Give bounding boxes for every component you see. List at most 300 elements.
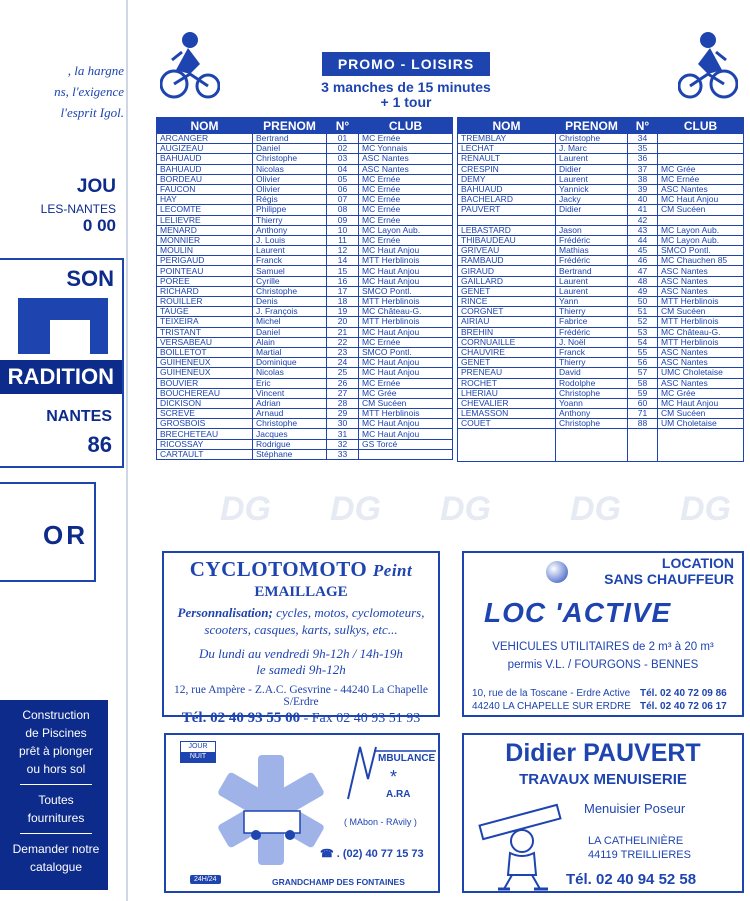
rider-firstname: Christophe <box>556 388 628 398</box>
carpenter-illustration <box>474 793 570 893</box>
rider-club: MC Ernée <box>359 174 453 184</box>
rider-firstname: Martial <box>253 347 327 357</box>
rider-lastname: TEIXEIRA <box>157 317 253 327</box>
rider-number: 12 <box>327 246 359 256</box>
rider-firstname: Laurent <box>556 276 628 286</box>
table-row <box>458 368 744 378</box>
badge-day: JOUR <box>188 743 208 750</box>
table-row <box>458 246 744 256</box>
ball-icon <box>546 561 568 583</box>
rider-number: 32 <box>327 439 359 449</box>
rider-number: 51 <box>628 307 658 317</box>
rider-number: 57 <box>628 368 658 378</box>
rider-firstname: Franck <box>556 347 628 357</box>
rider-lastname: SCREVE <box>157 409 253 419</box>
rider-lastname: BAHUAUD <box>157 154 253 164</box>
rider-lastname: GAILLARD <box>458 276 556 286</box>
race-format-line2: + 1 tour <box>380 94 432 110</box>
loc-address <box>472 687 631 713</box>
empty-cell <box>556 429 628 462</box>
empty-cell <box>658 429 744 462</box>
rider-lastname: GENET <box>458 358 556 368</box>
rider-firstname: Christophe <box>556 134 628 144</box>
column-header-prenom: PRENOM <box>253 118 327 134</box>
rider-club: CM Sucéen <box>658 205 744 215</box>
race-format-line1: 3 manches de 15 minutes <box>321 79 491 95</box>
rider-club: MTT Herblinois <box>359 256 453 266</box>
rider-lastname: ARCANGER <box>157 134 253 144</box>
rider-number: 59 <box>628 388 658 398</box>
rider-lastname: LECOMTE <box>157 205 253 215</box>
rider-firstname: Eric <box>253 378 327 388</box>
column-header-nom: NOM <box>157 118 253 134</box>
quote-text <box>0 60 124 123</box>
loc-address-line1: 10, rue de la Toscane - Erdre Active <box>472 688 631 699</box>
rider-number: 40 <box>628 195 658 205</box>
rider-club: ASC Nantes <box>658 276 744 286</box>
rider-firstname: Jacky <box>556 195 628 205</box>
rider-lastname: TREMBLAY <box>458 134 556 144</box>
table-row <box>157 205 453 215</box>
rider-lastname: BOILLETOT <box>157 347 253 357</box>
ambulance-phone: ☎ . (02) 40 77 15 73 <box>320 848 424 860</box>
logo-graphic-cut <box>50 320 90 358</box>
table-row <box>458 337 744 347</box>
rider-number: 20 <box>327 317 359 327</box>
rider-firstname: Bertrand <box>253 134 327 144</box>
table-row <box>157 256 453 266</box>
rider-firstname: Daniel <box>253 327 327 337</box>
rider-club: MC Ernée <box>359 184 453 194</box>
rider-number: 33 <box>327 449 359 459</box>
rider-firstname: J. François <box>253 307 327 317</box>
rider-number: 14 <box>327 256 359 266</box>
rider-firstname: Yoann <box>556 398 628 408</box>
rider-firstname: Nicolas <box>253 164 327 174</box>
rider-number: 38 <box>628 174 658 184</box>
column-header-nom: NOM <box>458 118 556 134</box>
rider-firstname: Jason <box>556 225 628 235</box>
table-row <box>458 256 744 266</box>
rider-lastname: RINCE <box>458 297 556 307</box>
table-row <box>157 225 453 235</box>
rider-firstname: Adrian <box>253 398 327 408</box>
rider-number: 50 <box>628 297 658 307</box>
table-row <box>458 347 744 357</box>
rider-firstname: Anthony <box>253 225 327 235</box>
watermark: DG <box>330 490 381 528</box>
rider-lastname: PRENEAU <box>458 368 556 378</box>
rider-firstname: Mathias <box>556 246 628 256</box>
rider-lastname: BREHIN <box>458 327 556 337</box>
piscine-line: de Piscines <box>25 726 87 740</box>
rider-club: SMCO Pontl. <box>658 246 744 256</box>
rider-club: MC Grée <box>359 388 453 398</box>
cyclotomoto-ad <box>162 551 440 726</box>
rider-lastname: DEMY <box>458 174 556 184</box>
ambulance-name-a: A.RA <box>386 789 411 800</box>
rider-firstname: Samuel <box>253 266 327 276</box>
loc-sans-chauffeur: SANS CHAUFFEUR <box>604 571 734 587</box>
rider-firstname: Rodolphe <box>556 378 628 388</box>
rider-club: ASC Nantes <box>658 184 744 194</box>
watermark: DG <box>220 490 271 528</box>
rider-lastname: CHEVALIER <box>458 398 556 408</box>
ambulance-logo <box>342 737 438 813</box>
rider-club: CM Sucéen <box>658 307 744 317</box>
column-header-numero: N° <box>327 118 359 134</box>
loc-tel1: Tél. 02 40 72 09 86 <box>640 688 727 699</box>
table-row <box>157 368 453 378</box>
rider-lastname: CARTAULT <box>157 449 253 459</box>
rider-club: MC Ernée <box>359 195 453 205</box>
rider-lastname: BOUCHEREAU <box>157 388 253 398</box>
table-row <box>458 266 744 276</box>
didier-phone: Tél. 02 40 94 52 58 <box>566 871 697 888</box>
table-row <box>157 327 453 337</box>
rider-lastname: BRECHETEAU <box>157 429 253 439</box>
cyclo-title-text: CYCLOTOMOTO <box>189 557 368 581</box>
rider-number: 23 <box>327 347 359 357</box>
rider-lastname: RAMBAUD <box>458 256 556 266</box>
rider-club: SMCO Pontl. <box>359 286 453 296</box>
table-row <box>157 174 453 184</box>
table-row <box>157 297 453 307</box>
rider-lastname: LEBASTARD <box>458 225 556 235</box>
rider-lastname: RICHARD <box>157 286 253 296</box>
ambulance-name: MBULANCE <box>378 753 436 764</box>
rider-number: 37 <box>628 164 658 174</box>
rider-firstname: Yann <box>556 297 628 307</box>
ambulance-owners: ( MAbon - RAvily ) <box>344 817 417 827</box>
rider-lastname: HAY <box>157 195 253 205</box>
rider-firstname: Frédéric <box>556 256 628 266</box>
table-row <box>157 195 453 205</box>
race-format <box>290 80 522 110</box>
rider-club: UMC Choletaise <box>658 368 744 378</box>
rider-number: 30 <box>327 419 359 429</box>
rider-club: MC Layon Aub. <box>359 225 453 235</box>
cyclo-hours <box>164 646 438 678</box>
loc-vehicles: VEHICULES UTILITAIRES de 2 m³ à 20 m³ <box>492 641 714 653</box>
rider-firstname: Stéphane <box>253 449 327 459</box>
cyclo-perso-label: Personnalisation; <box>177 605 273 620</box>
rider-club: CM Sucéen <box>658 409 744 419</box>
cyclo-address: 12, rue Ampère - Z.A.C. Gesvrine - 44240 La Chapelle S/Erdre <box>174 684 428 708</box>
rider-club: MC Yonnais <box>359 144 453 154</box>
table-row <box>458 286 744 296</box>
rider-lastname: POREE <box>157 276 253 286</box>
rider-lastname: DICKISON <box>157 398 253 408</box>
rider-club: MC Layon Aub. <box>658 225 744 235</box>
loc-permis: permis V.L. / FOURGONS - BENNES <box>507 659 699 671</box>
empty-row <box>458 429 744 462</box>
rider-club: MC Grée <box>658 164 744 174</box>
rider-number: 88 <box>628 419 658 429</box>
ambulance-24h-badge: 24H/24 <box>190 875 221 884</box>
rider-firstname: Frédéric <box>556 235 628 245</box>
rider-club: UM Choletaise <box>658 419 744 429</box>
rider-firstname: J. Marc <box>556 144 628 154</box>
table-row <box>458 276 744 286</box>
table-row <box>157 215 453 225</box>
left-page-strip <box>0 0 128 901</box>
rider-number: 18 <box>327 297 359 307</box>
table-row <box>458 235 744 245</box>
cyclo-personalisation <box>164 604 438 638</box>
cyclo-tel: Tél. 02 40 93 55 00 <box>181 710 301 726</box>
rider-club: MC Ernée <box>359 378 453 388</box>
rider-firstname: Olivier <box>253 184 327 194</box>
table-row <box>157 347 453 357</box>
loc-location: LOCATION <box>661 555 734 571</box>
rider-number: 15 <box>327 266 359 276</box>
rider-lastname <box>458 215 556 225</box>
rider-firstname: Franck <box>253 256 327 266</box>
rider-lastname: BAHUAUD <box>458 184 556 194</box>
table-row <box>157 419 453 429</box>
table-row <box>458 388 744 398</box>
rider-lastname: AIRIAU <box>458 317 556 327</box>
rider-number: 04 <box>327 164 359 174</box>
rider-lastname: PAUVERT <box>458 205 556 215</box>
rider-number: 09 <box>327 215 359 225</box>
piscine-line: catalogue <box>29 860 83 874</box>
rider-firstname: Bertrand <box>556 266 628 276</box>
column-header-club: CLUB <box>359 118 453 134</box>
rider-club: MC Ernée <box>359 337 453 347</box>
rider-number: 08 <box>327 205 359 215</box>
cyclo-subtitle: EMAILLAGE <box>254 584 348 600</box>
rider-lastname: GRIVEAU <box>458 246 556 256</box>
rider-firstname: Alain <box>253 337 327 347</box>
rider-number: 16 <box>327 276 359 286</box>
rider-club <box>658 215 744 225</box>
piscine-ad <box>0 700 108 890</box>
anjou-line3: 0 00 <box>82 216 116 235</box>
cyclo-hours-weekday: Du lundi au vendredi 9h-12h / 14h-19h <box>199 646 403 661</box>
rider-firstname: Dominique <box>253 358 327 368</box>
didier-name: Didier PAUVERT <box>505 739 701 767</box>
maison-line2: RADITION <box>0 360 122 394</box>
rider-club: ASC Nantes <box>359 164 453 174</box>
roster-table-left <box>156 117 453 460</box>
rider-number: 19 <box>327 307 359 317</box>
rider-number: 05 <box>327 174 359 184</box>
rider-number: 56 <box>628 358 658 368</box>
cyclo-title <box>164 557 438 582</box>
quote-line: ns, l'exigence <box>54 84 124 99</box>
rider-number: 06 <box>327 184 359 194</box>
rider-firstname: Anthony <box>556 409 628 419</box>
or-ad <box>0 482 96 582</box>
piscine-line: Demander notre <box>12 842 100 856</box>
rider-number: 29 <box>327 409 359 419</box>
rider-club: GS Torcé <box>359 439 453 449</box>
piscine-line: prêt à plonger <box>18 744 94 758</box>
rider-firstname: J. Louis <box>253 235 327 245</box>
rider-firstname: Thierry <box>253 215 327 225</box>
rider-club: MC Haut Anjou <box>359 358 453 368</box>
table-row <box>458 154 744 164</box>
rider-number: 44 <box>628 235 658 245</box>
table-row <box>157 317 453 327</box>
rider-club: ASC Nantes <box>658 266 744 276</box>
rider-number: 42 <box>628 215 658 225</box>
ambulance-place: GRANDCHAMP DES FONTAINES <box>272 877 405 887</box>
rider-lastname: CRESPIN <box>458 164 556 174</box>
rider-lastname: GENET <box>458 286 556 296</box>
rider-lastname: RICOSSAY <box>157 439 253 449</box>
rider-firstname: Laurent <box>556 286 628 296</box>
table-row <box>458 358 744 368</box>
table-row <box>157 266 453 276</box>
rider-firstname: Christophe <box>253 154 327 164</box>
table-row <box>157 144 453 154</box>
rider-club: MC Ernée <box>359 215 453 225</box>
rider-lastname: COUET <box>458 419 556 429</box>
rider-club <box>658 134 744 144</box>
roster-table-right <box>457 117 744 462</box>
rider-lastname: THIBAUDEAU <box>458 235 556 245</box>
rider-lastname: AUGIZEAU <box>157 144 253 154</box>
rider-lastname: RENAULT <box>458 154 556 164</box>
rider-club: MC Haut Anjou <box>359 419 453 429</box>
rider-lastname: PERIGAUD <box>157 256 253 266</box>
cyclo-fax: - Fax 02 40 93 51 93 <box>300 711 421 726</box>
rider-lastname: BOUVIER <box>157 378 253 388</box>
rider-club <box>658 144 744 154</box>
table-row <box>458 195 744 205</box>
rider-firstname: Vincent <box>253 388 327 398</box>
rider-lastname: CHAUVIRE <box>458 347 556 357</box>
rider-lastname: TRISTANT <box>157 327 253 337</box>
rider-lastname: LEMASSON <box>458 409 556 419</box>
empty-cell <box>458 429 556 462</box>
badge-night: NUIT <box>181 752 215 762</box>
rider-club: MC Haut Anjou <box>658 195 744 205</box>
rider-number: 47 <box>628 266 658 276</box>
rider-lastname: FAUCON <box>157 184 253 194</box>
rider-number: 46 <box>628 256 658 266</box>
rider-number: 58 <box>628 378 658 388</box>
rider-firstname: Yannick <box>556 184 628 194</box>
rider-number: 21 <box>327 327 359 337</box>
rider-number: 36 <box>628 154 658 164</box>
rider-club <box>658 154 744 164</box>
rider-number: 60 <box>628 398 658 408</box>
piscine-line: Construction <box>22 708 90 722</box>
rider-lastname: CORNUAILLE <box>458 337 556 347</box>
didier-address-line2: 44119 TREILLIERES <box>588 849 691 861</box>
cyclo-perso-text: cycles, motos, cyclomoteurs, scooters, casques, karts, sulkys, etc... <box>204 605 425 637</box>
rider-lastname: MONNIER <box>157 235 253 245</box>
rider-number: 22 <box>327 337 359 347</box>
rider-firstname: Christophe <box>253 419 327 429</box>
column-header-numero: N° <box>628 118 658 134</box>
table-row <box>458 205 744 215</box>
rider-club: MC Haut Anjou <box>359 266 453 276</box>
rider-firstname: Fabrice <box>556 317 628 327</box>
rider-number: 26 <box>327 378 359 388</box>
category-banner: PROMO - LOISIRS <box>322 52 490 76</box>
table-row <box>157 429 453 439</box>
rider-club: MC Ernée <box>359 235 453 245</box>
cyclo-hours-saturday: le samedi 9h-12h <box>256 662 346 677</box>
rider-number: 07 <box>327 195 359 205</box>
rider-number: 11 <box>327 235 359 245</box>
rider-number: 48 <box>628 276 658 286</box>
rider-club: ASC Nantes <box>658 358 744 368</box>
rider-lastname: GROSBOIS <box>157 419 253 429</box>
rider-club: MC Haut Anjou <box>359 327 453 337</box>
table-row <box>458 419 744 429</box>
loc-tel2: Tél. 02 40 72 06 17 <box>640 701 727 712</box>
rider-club: MC Layon Aub. <box>658 235 744 245</box>
rider-firstname: Philippe <box>253 205 327 215</box>
rider-firstname: Régis <box>253 195 327 205</box>
maison-line4: 86 <box>87 432 112 457</box>
watermark: DG <box>440 490 491 528</box>
rider-firstname: Rodrigue <box>253 439 327 449</box>
rider-number: 54 <box>628 337 658 347</box>
rider-number: 43 <box>628 225 658 235</box>
table-row <box>458 398 744 408</box>
piscine-line: Toutes fournitures <box>27 793 85 825</box>
column-header-prenom: PRENOM <box>556 118 628 134</box>
rider-number: 35 <box>628 144 658 154</box>
rider-firstname <box>556 215 628 225</box>
rider-number: 24 <box>327 358 359 368</box>
rider-firstname: Thierry <box>556 358 628 368</box>
maison-line3: NANTES <box>46 408 112 425</box>
table-row <box>458 164 744 174</box>
rider-firstname: Thierry <box>556 307 628 317</box>
rider-lastname: MENARD <box>157 225 253 235</box>
rider-lastname: LHERIAU <box>458 388 556 398</box>
table-row <box>458 327 744 337</box>
piscine-line: ou hors sol <box>26 762 86 776</box>
star-of-life-icon <box>206 745 336 875</box>
maison-ad <box>0 258 124 468</box>
table-row <box>458 225 744 235</box>
table-row <box>157 378 453 388</box>
anjou-line2: LES-NANTES <box>40 202 116 216</box>
rider-firstname: Denis <box>253 297 327 307</box>
table-row <box>458 307 744 317</box>
table-row <box>157 439 453 449</box>
rider-firstname: Laurent <box>556 154 628 164</box>
didier-trade: TRAVAUX MENUISERIE <box>519 771 687 788</box>
rider-firstname: Laurent <box>556 174 628 184</box>
loc-active-logo: LOC 'ACTIVE <box>484 597 672 628</box>
rider-lastname: MOULIN <box>157 246 253 256</box>
cyclo-contact <box>164 710 438 727</box>
table-row <box>458 297 744 307</box>
loc-active-ad <box>462 551 744 717</box>
rider-firstname: Frédéric <box>556 327 628 337</box>
rider-club: MC Haut Anjou <box>359 246 453 256</box>
didier-pauvert-ad <box>462 733 744 893</box>
rider-lastname: BACHELARD <box>458 195 556 205</box>
rider-lastname: GUIHENEUX <box>157 368 253 378</box>
rider-firstname: Laurent <box>253 246 327 256</box>
rider-firstname: Nicolas <box>253 368 327 378</box>
rider-number: 03 <box>327 154 359 164</box>
rider-club: MTT Herblinois <box>658 317 744 327</box>
rider-club: MC Haut Anjou <box>359 368 453 378</box>
table-row <box>458 317 744 327</box>
